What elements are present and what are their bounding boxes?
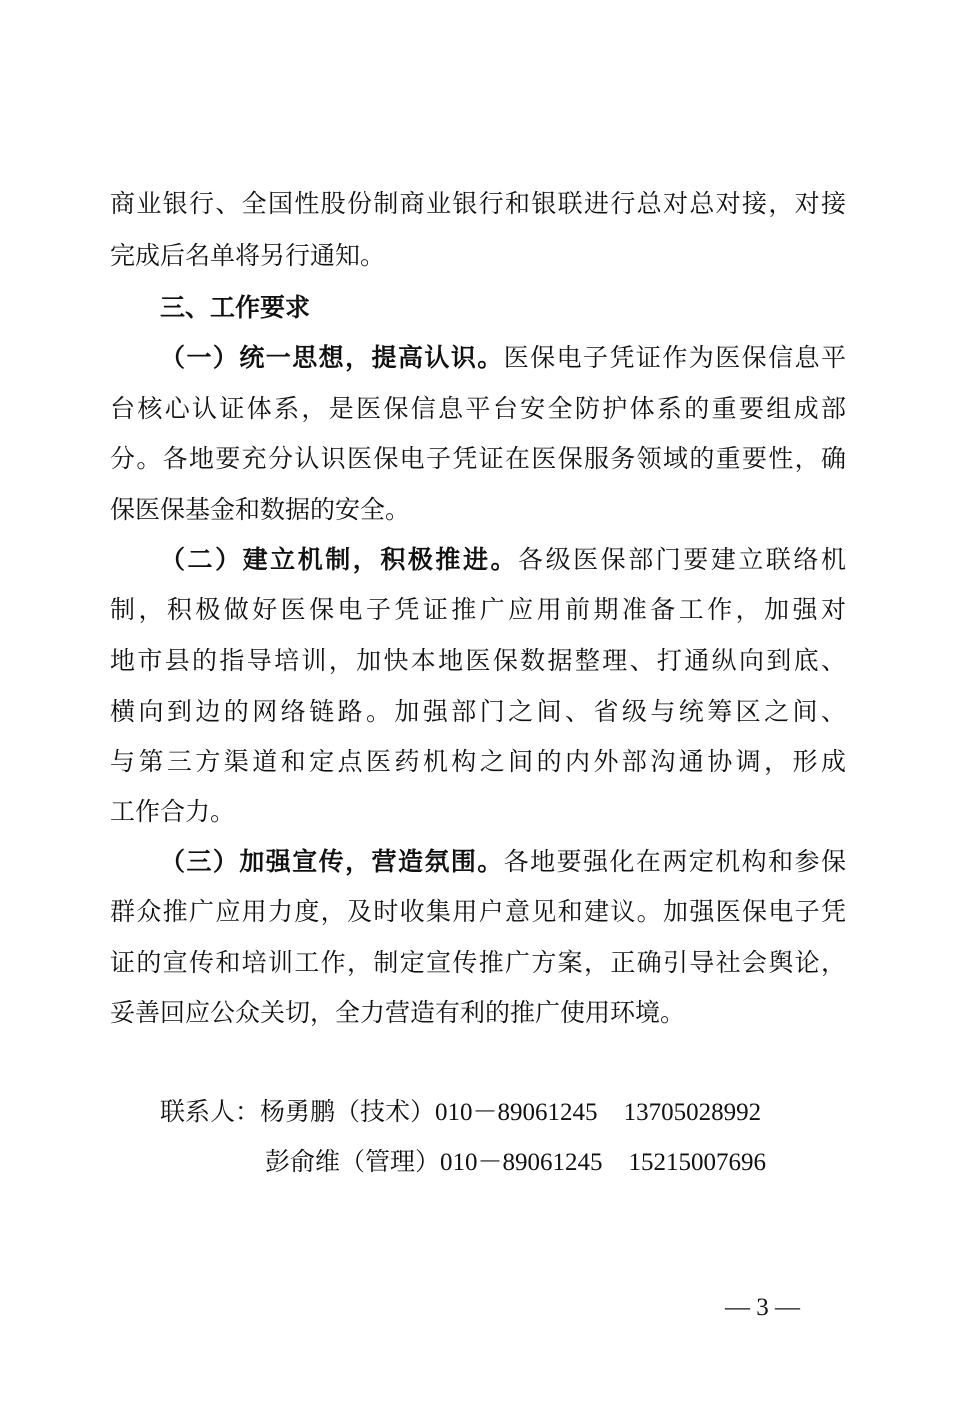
contact-name: 彭俞维 [265,1147,341,1176]
paragraph-line: 制，积极做好医保电子凭证推广应用前期准备工作，加强对 [110,595,846,624]
item-title: （二）建立机制，积极推进。 [160,545,519,574]
item-first-line [160,342,846,374]
paragraph-line: 地市县的指导培训，加快本地医保数据整理、打通纵向到底、 [110,646,846,675]
item-title: （三）加强宣传，营造氛围。 [160,847,504,876]
contact-label: 联系人： [160,1097,261,1126]
paragraph-line: 横向到边的网络链路。加强部门之间、省级与统筹区之间、 [110,697,846,726]
item-title: （一）统一思想，提高认识。 [160,343,504,372]
paragraph-line: 完成后名单将另行通知。 [110,241,386,270]
item-first-line [160,544,846,576]
contact-role: （管理） [340,1147,441,1176]
contact-phone: 010－89061245 [440,1149,603,1176]
paragraph-line: 证的宣传和培训工作，制定宣传推广方案，正确引导社会舆论， [110,948,846,977]
paragraph-line: 分。各地要充分认识医保电子凭证在医保服务领域的重要性，确 [110,444,846,473]
contact-phone: 010－89061245 [435,1099,598,1126]
paragraph-line: 与第三方渠道和定点医药机构之间的内外部沟通协调，形成 [110,747,846,776]
contact-row [265,1146,766,1179]
contact-role: （技术） [335,1097,436,1126]
page-number: — 3 — [725,1294,800,1321]
contact-row [160,1096,761,1129]
section-heading: 三、工作要求 [160,293,311,322]
contact-name: 杨勇鹏 [260,1097,336,1126]
paragraph-line: 商业银行、全国性股份制商业银行和银联进行总对总对接，对接 [110,189,846,218]
contact-mobile: 13705028992 [623,1099,762,1126]
paragraph-line: 妥善回应公众关切，全力营造有利的推广使用环境。 [110,998,686,1027]
item-first-line [160,846,846,878]
paragraph-line: 群众推广应用力度，及时收集用户意见和建议。加强医保电子凭 [110,897,846,926]
paragraph-line: 工作合力。 [110,797,236,826]
contact-mobile: 15215007696 [628,1149,767,1176]
item-text: 各级医保部门要建立联络机 [518,545,846,574]
item-text: 医保电子凭证作为医保信息平 [503,343,846,372]
paragraph-line: 保医保基金和数据的安全。 [110,495,411,524]
item-text: 各地要强化在两定机构和参保 [503,847,846,876]
paragraph-line: 台核心认证体系，是医保信息平台安全防护体系的重要组成部 [110,394,846,423]
